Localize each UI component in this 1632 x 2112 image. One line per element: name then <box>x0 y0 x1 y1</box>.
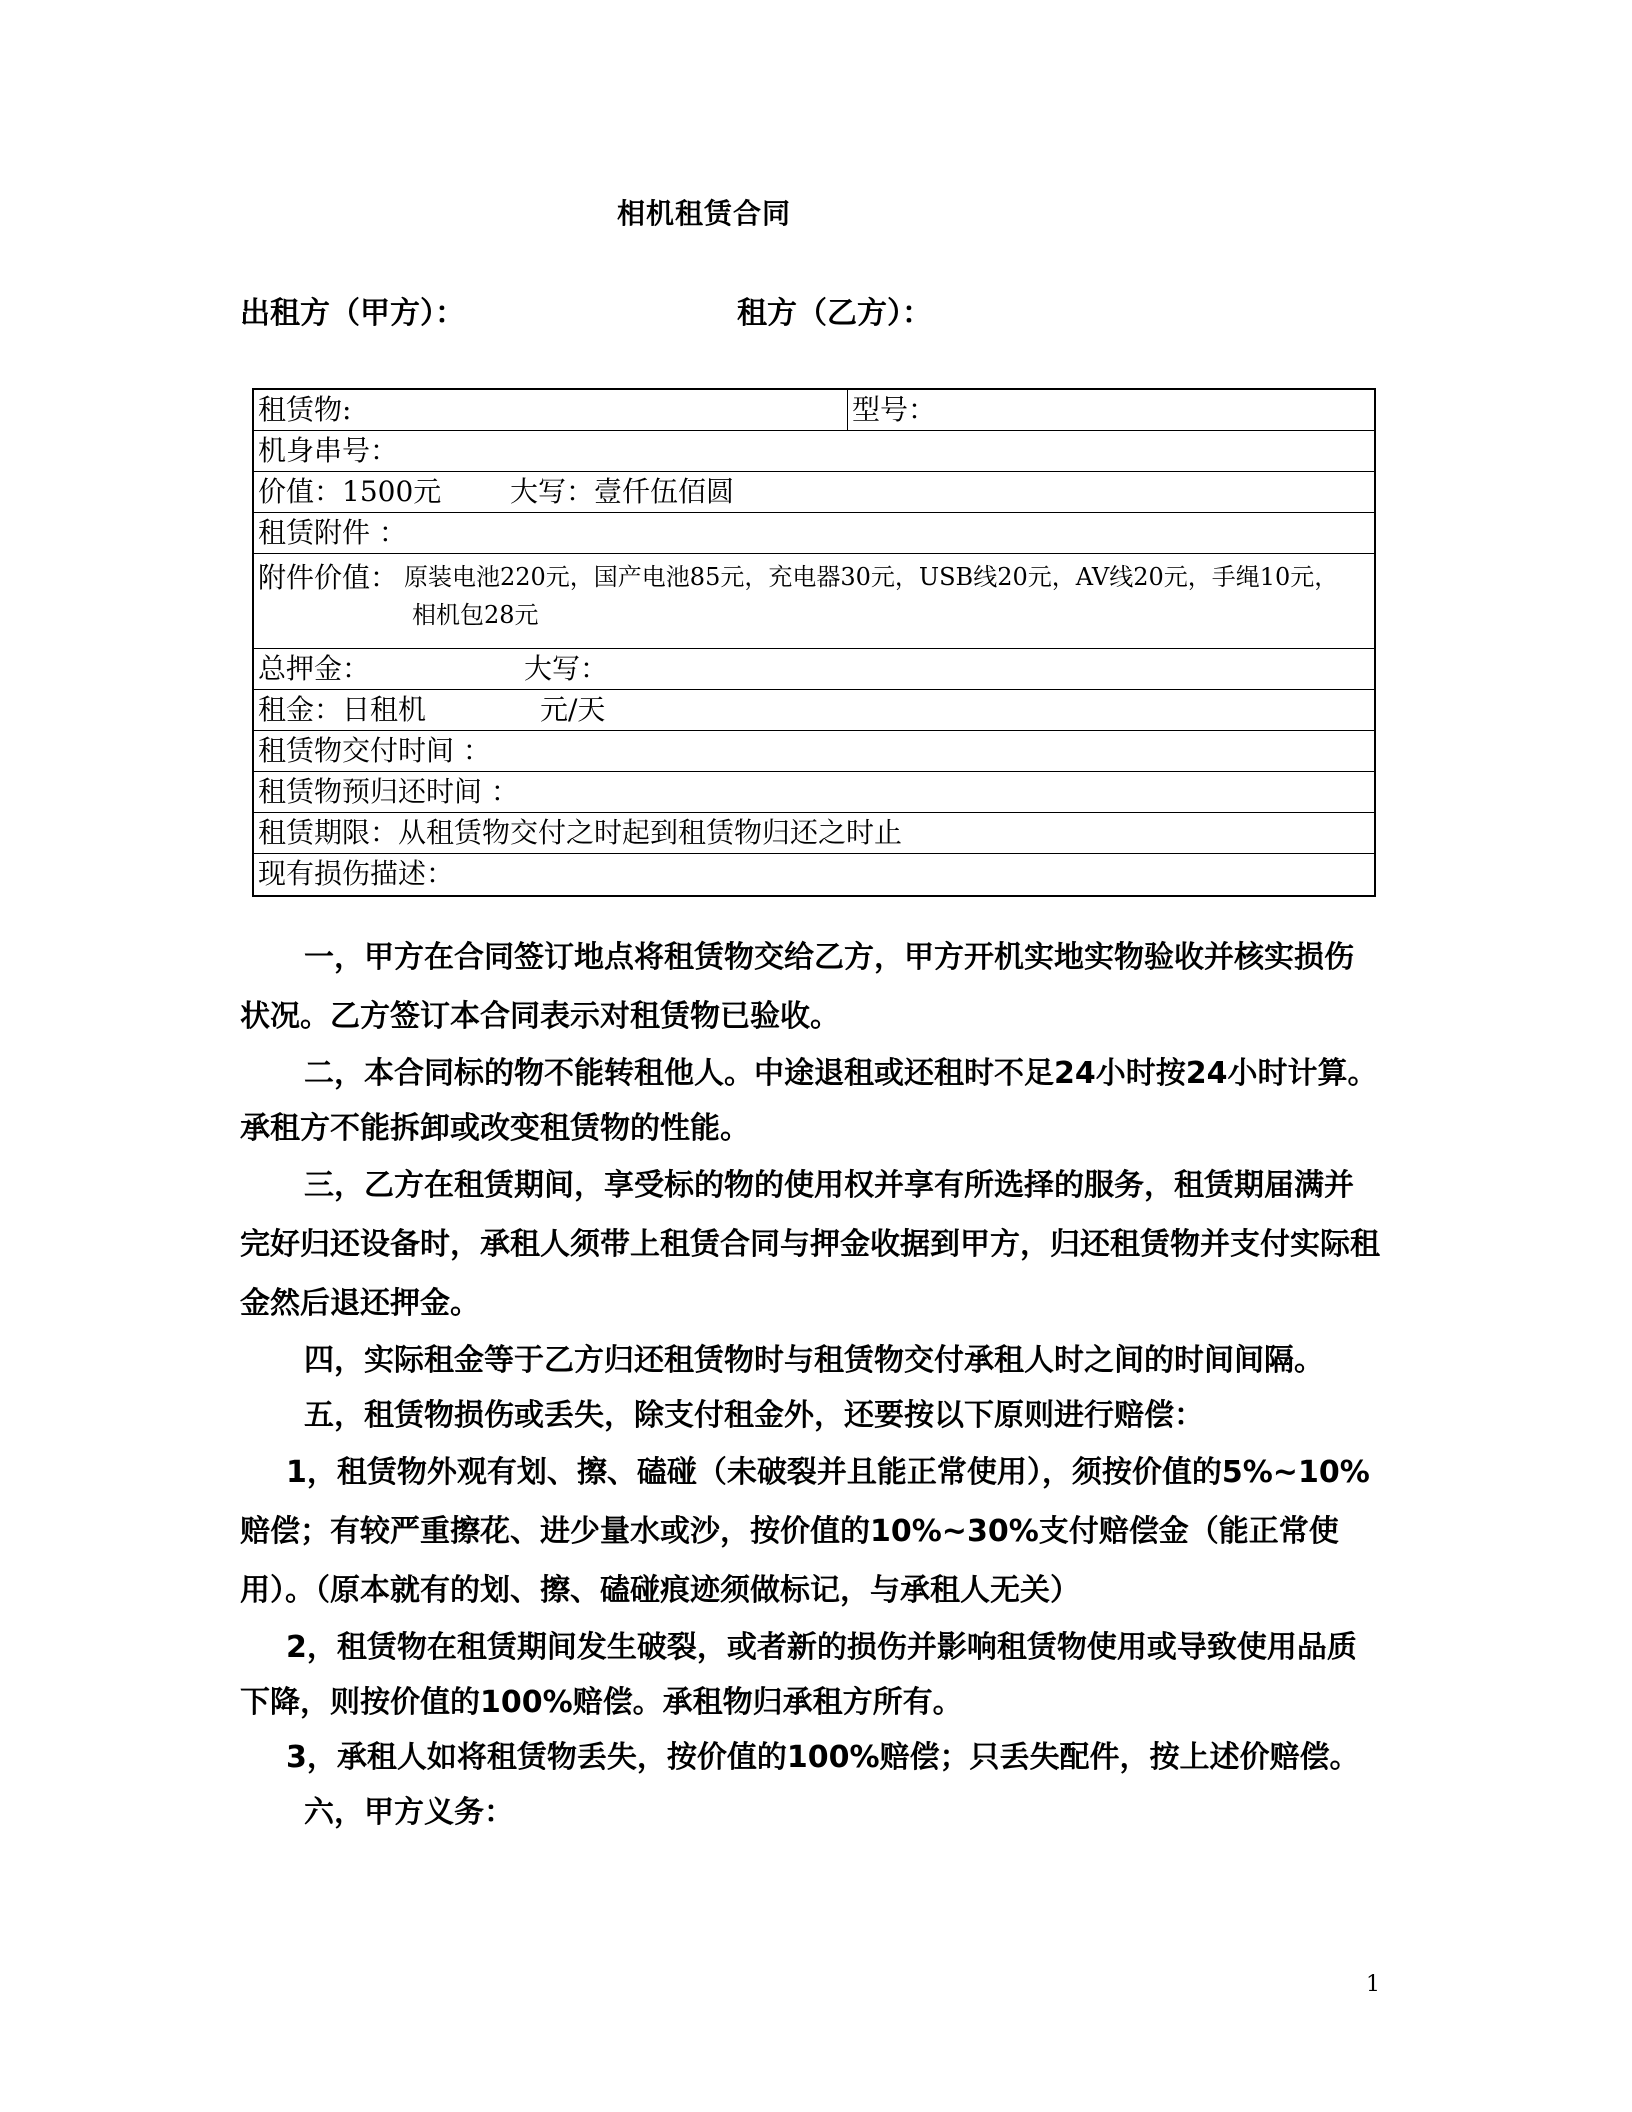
serial-number-cell <box>254 431 1374 471</box>
lease-term-cell <box>254 813 1374 853</box>
clause-5-item-1: 1，租赁物外观有划、擦、磕碰（未破裂并且能正常使用），须按价值的5%~10%赔偿；有较严重擦花、进少量水或沙，按价值的10%~30%支付赔偿金（能正常使用）。（原本就有的划、擦、磕碰痕迹须做标记，与承租人无关） <box>240 1455 1370 1608</box>
return-time-cell <box>254 772 1374 812</box>
accessories-cell <box>254 513 1374 553</box>
serial-number-label: 机身串号： <box>258 434 399 467</box>
accessory-value-line-1: 原装电池220元，国产电池85元，充电器30元，USB线20元，AV线20元，手绳10元， <box>404 563 1339 591</box>
accessory-value-label: 附件价值： <box>258 561 399 594</box>
model-cell <box>848 390 1374 430</box>
accessories-label: 租赁附件 ： <box>258 516 407 549</box>
value-capital-text: 大写：壹仟伍佰圆 <box>510 475 735 508</box>
table-row-lease-term <box>254 813 1374 854</box>
table-row-accessories <box>254 513 1374 554</box>
clause-2: 二，本合同标的物不能转租他人。中途退租或还租时不足24小时按24小时计算。承租方不能拆卸或改变租赁物的性能。 <box>240 1056 1378 1146</box>
clause-5: 五，租赁物损伤或丢失，除支付租金外，还要按以下原则进行赔偿： <box>304 1398 1204 1433</box>
table-row-return-time <box>254 772 1374 813</box>
delivery-time-cell <box>254 731 1374 771</box>
total-deposit-cell <box>254 649 1374 689</box>
party-header <box>240 290 1400 338</box>
clause-5-item-3: 3，承租人如将租赁物丢失，按价值的100%赔偿；只丢失配件，按上述价赔偿。 <box>286 1740 1360 1775</box>
lease-term-label: 租赁期限：从租赁物交付之时起到租赁物归还之时止 <box>258 816 903 849</box>
return-time-label: 租赁物预归还时间 ： <box>258 775 519 808</box>
clause-5-item-2: 2，租赁物在租赁期间发生破裂，或者新的损伤并影响租赁物使用或导致使用品质下降，则按价值的100%赔偿。承租物归承租方所有。 <box>240 1630 1357 1720</box>
rental-info-table <box>252 388 1376 897</box>
deposit-capital-label: 大写： <box>524 652 609 685</box>
rental-item-cell <box>254 390 848 430</box>
contract-title: 相机租赁合同 <box>617 197 792 230</box>
clause-3: 三，乙方在租赁期间，享受标的物的使用权并享有所选择的服务，租赁期届满并完好归还设备时，承租人须带上租赁合同与押金收据到甲方，归还租赁物并支付实际租金然后退还押金。 <box>240 1168 1380 1321</box>
value-cell <box>254 472 1374 512</box>
damage-description-cell <box>254 854 1374 895</box>
rent-label: 租金：日租机 <box>258 693 427 726</box>
damage-description-label: 现有损伤描述： <box>258 857 455 890</box>
delivery-time-label: 租赁物交付时间 ： <box>258 734 491 767</box>
table-row-rental-item <box>254 390 1374 431</box>
table-row-delivery-time <box>254 731 1374 772</box>
table-row-total-deposit <box>254 649 1374 690</box>
lessee-label: 租方（乙方）： <box>737 296 932 331</box>
table-row-serial-number <box>254 431 1374 472</box>
rental-item-label: 租赁物: <box>258 393 352 426</box>
clause-4: 四，实际租金等于乙方归还租赁物时与租赁物交付承租人时之间的时间间隔。 <box>304 1343 1324 1378</box>
model-label: 型号： <box>852 393 937 426</box>
accessory-value-cell <box>254 554 1374 648</box>
total-deposit-label: 总押金： <box>258 652 371 685</box>
table-row-value <box>254 472 1374 513</box>
table-row-rent <box>254 690 1374 731</box>
accessory-value-line-2: 相机包28元 <box>412 601 539 629</box>
clause-1: 一，甲方在合同签订地点将租赁物交给乙方，甲方开机实地实物验收并核实损伤状况。乙方签订本合同表示对租赁物已验收。 <box>240 940 1354 1034</box>
rent-unit-label: 元/天 <box>540 693 606 726</box>
table-row-damage-description <box>254 854 1374 895</box>
value-text: 价值：1500元 <box>258 475 442 508</box>
lessor-label: 出租方（甲方）： <box>240 296 465 331</box>
rent-cell <box>254 690 1374 730</box>
table-row-accessory-value <box>254 554 1374 649</box>
contract-clauses <box>240 928 1380 1840</box>
page-number: 1 <box>1366 1972 1380 1997</box>
clause-6: 六，甲方义务： <box>304 1795 514 1830</box>
